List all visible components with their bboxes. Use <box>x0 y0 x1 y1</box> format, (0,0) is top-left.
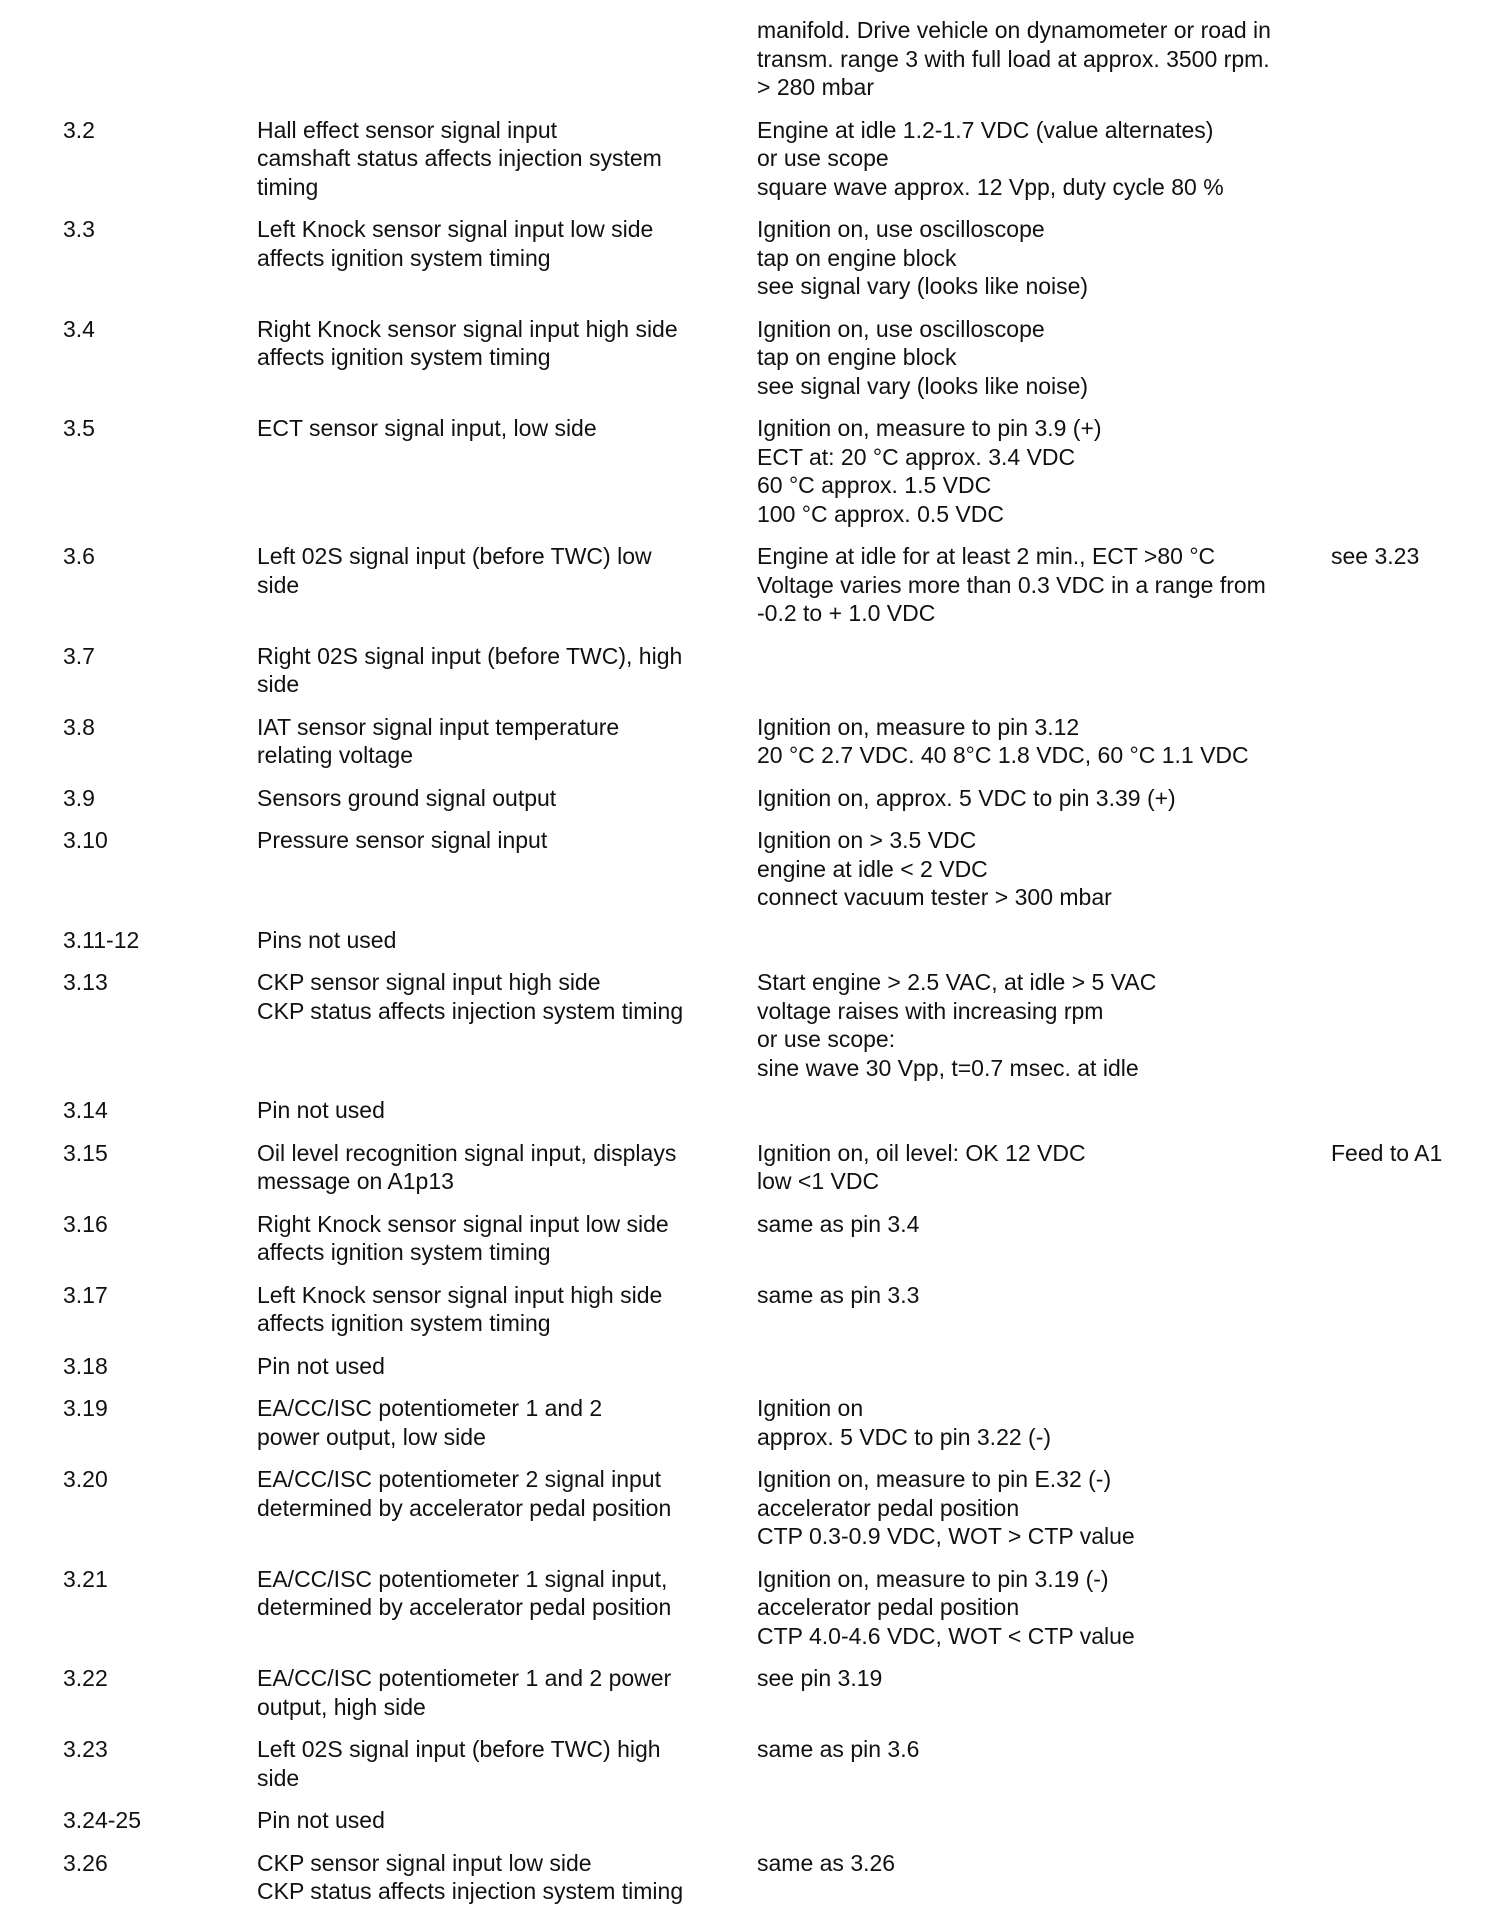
pin-number: 3.26 <box>63 1849 108 1876</box>
test-line: 60 °C approx. 1.5 VDC <box>757 472 992 498</box>
table-row <box>0 1565 1504 1651</box>
description-line: Pin not used <box>257 1352 385 1379</box>
description-line: side <box>257 1764 300 1791</box>
test-line: ECT at: 20 °C approx. 3.4 VDC <box>757 443 1076 470</box>
pin-description <box>257 315 757 372</box>
pin-description <box>257 1565 757 1622</box>
pin-number: 3.19 <box>63 1395 108 1421</box>
description-line: CKP sensor signal input high side <box>257 969 601 995</box>
test-line: low <1 VDC <box>757 1168 880 1194</box>
description-line: IAT sensor signal input temperature <box>257 713 620 740</box>
description-line: affects ignition system timing <box>257 1239 551 1265</box>
description-line: message on A1p13 <box>257 1168 454 1194</box>
pin-description <box>257 1465 757 1522</box>
table-row <box>0 642 1504 699</box>
description-line: EA/CC/ISC potentiometer 2 signal input <box>257 1466 661 1492</box>
test-line: tap on engine block <box>757 344 957 370</box>
description-line: Left 02S signal input (before TWC) low <box>257 543 652 569</box>
description-line: relating voltage <box>257 742 413 768</box>
description-line: side <box>257 671 300 697</box>
test-condition <box>757 1849 1331 1878</box>
description-line: determined by accelerator pedal position <box>257 1594 672 1620</box>
test-line: Voltage varies more than 0.3 VDC in a range from <box>757 571 1266 598</box>
test-line: Ignition on, measure to pin E.32 (-) <box>757 1466 1112 1492</box>
description-line: Pressure sensor signal input <box>257 827 548 853</box>
test-line: same as 3.26 <box>757 1849 896 1876</box>
description-line: Pins not used <box>257 926 397 953</box>
pin-number: 3.17 <box>63 1281 108 1308</box>
pin-description <box>257 1139 757 1196</box>
pin-description <box>257 713 757 770</box>
table-row <box>0 713 1504 770</box>
description-line: affects ignition system timing <box>257 1310 551 1336</box>
pin-description <box>257 1210 757 1267</box>
pin-number: 3.3 <box>63 216 95 242</box>
description-line: EA/CC/ISC potentiometer 1 and 2 power <box>257 1665 672 1691</box>
description-line: CKP status affects injection system timing <box>257 997 684 1024</box>
test-line: tap on engine block <box>757 244 957 271</box>
table-row <box>0 968 1504 1082</box>
test-line: Ignition on > 3.5 VDC <box>757 827 977 853</box>
test-condition <box>757 784 1331 813</box>
pinout-table <box>0 16 1504 1920</box>
description-line: power output, low side <box>257 1423 486 1450</box>
test-line: same as pin 3.3 <box>757 1281 920 1308</box>
test-line: 20 °C 2.7 VDC. 40 8°C 1.8 VDC, 60 °C 1.1 VDC <box>757 742 1249 768</box>
pin-number: 3.23 <box>63 1736 108 1762</box>
table-row <box>0 215 1504 301</box>
test-line: transm. range 3 with full load at approx. 3500 rpm. <box>757 45 1270 72</box>
pin-description <box>257 1096 757 1125</box>
row-note: see 3.23 <box>1331 543 1420 569</box>
pin-description <box>257 1735 757 1792</box>
test-condition <box>757 315 1331 401</box>
pin-description <box>257 116 757 202</box>
test-condition <box>757 1210 1331 1239</box>
test-line: see signal vary (looks like noise) <box>757 273 1089 299</box>
test-line: accelerator pedal position <box>757 1494 1020 1521</box>
pin-number: 3.10 <box>63 827 108 853</box>
table-row <box>0 826 1504 912</box>
pin-description <box>257 215 757 272</box>
pin-description <box>257 542 757 599</box>
table-row <box>0 1664 1504 1721</box>
table-row <box>0 1139 1504 1196</box>
pin-number: 3.11-12 <box>63 926 140 953</box>
description-line: Right Knock sensor signal input low side <box>257 1210 669 1237</box>
pin-number: 3.20 <box>63 1466 108 1492</box>
description-line: CKP sensor signal input low side <box>257 1849 592 1876</box>
table-row <box>0 1735 1504 1792</box>
description-line: output, high side <box>257 1693 426 1720</box>
test-line: see pin 3.19 <box>757 1665 883 1691</box>
row-note: Feed to A1 <box>1331 1139 1443 1166</box>
pin-number: 3.16 <box>63 1210 108 1237</box>
description-line: Hall effect sensor signal input <box>257 116 558 143</box>
test-line: approx. 5 VDC to pin 3.22 (-) <box>757 1423 1052 1450</box>
table-row <box>0 414 1504 528</box>
test-condition <box>757 542 1331 628</box>
description-line: EA/CC/ISC potentiometer 1 signal input, <box>257 1565 668 1592</box>
test-line: Ignition on, use oscilloscope <box>757 216 1045 242</box>
description-line: Right Knock sensor signal input high side <box>257 315 678 342</box>
pin-description <box>257 784 757 813</box>
table-row <box>0 16 1504 102</box>
test-condition <box>757 826 1331 912</box>
description-line: affects ignition system timing <box>257 244 551 271</box>
pin-description <box>257 1352 757 1381</box>
pin-number: 3.18 <box>63 1352 108 1379</box>
pin-description <box>257 926 757 955</box>
description-line: Left Knock sensor signal input low side <box>257 216 654 242</box>
test-line: -0.2 to + 1.0 VDC <box>757 600 936 626</box>
table-row <box>0 1352 1504 1381</box>
test-condition <box>757 1281 1331 1310</box>
table-row <box>0 926 1504 955</box>
table-row <box>0 1849 1504 1906</box>
pin-number: 3.9 <box>63 784 95 811</box>
test-condition <box>757 1394 1331 1451</box>
test-line: see signal vary (looks like noise) <box>757 372 1089 399</box>
table-row <box>0 1210 1504 1267</box>
test-condition <box>757 116 1331 202</box>
pin-description <box>257 1281 757 1338</box>
pin-number: 3.21 <box>63 1565 108 1592</box>
test-line: same as pin 3.6 <box>757 1736 920 1762</box>
pin-description <box>257 1394 757 1451</box>
test-line: connect vacuum tester > 300 mbar <box>757 884 1112 910</box>
pin-description <box>257 1849 757 1906</box>
pin-number: 3.22 <box>63 1665 108 1691</box>
test-condition <box>757 1465 1331 1551</box>
table-row <box>0 542 1504 628</box>
test-line: engine at idle < 2 VDC <box>757 855 988 882</box>
test-line: square wave approx. 12 Vpp, duty cycle 80 % <box>757 173 1224 200</box>
test-line: accelerator pedal position <box>757 1594 1020 1620</box>
pin-number: 3.14 <box>63 1097 108 1123</box>
pin-number: 3.2 <box>63 116 95 143</box>
description-line: camshaft status affects injection system <box>257 145 662 171</box>
table-row <box>0 1806 1504 1835</box>
pin-number: 3.8 <box>63 713 95 740</box>
table-row <box>0 1281 1504 1338</box>
test-line: or use scope: <box>757 1026 896 1052</box>
pin-description <box>257 826 757 855</box>
pin-number: 3.4 <box>63 315 95 342</box>
description-line: affects ignition system timing <box>257 344 551 370</box>
test-line: CTP 0.3-0.9 VDC, WOT > CTP value <box>757 1523 1135 1549</box>
test-condition <box>757 414 1331 528</box>
pin-description <box>257 414 757 443</box>
test-line: CTP 4.0-4.6 VDC, WOT < CTP value <box>757 1622 1135 1649</box>
test-line: Ignition on, measure to pin 3.9 (+) <box>757 415 1102 441</box>
pin-description <box>257 642 757 699</box>
test-condition <box>757 16 1331 102</box>
pin-description <box>257 1664 757 1721</box>
test-line: Ignition on <box>757 1395 864 1421</box>
test-line: Start engine > 2.5 VAC, at idle > 5 VAC <box>757 969 1157 995</box>
test-line: Ignition on, oil level: OK 12 VDC <box>757 1139 1086 1166</box>
test-condition <box>757 713 1331 770</box>
description-line: Sensors ground signal output <box>257 784 557 811</box>
pin-number: 3.7 <box>63 642 95 669</box>
description-line: Right 02S signal input (before TWC), high <box>257 642 683 669</box>
table-row <box>0 1096 1504 1125</box>
test-line: voltage raises with increasing rpm <box>757 997 1104 1024</box>
pin-description <box>257 968 757 1025</box>
description-line: Pin not used <box>257 1807 385 1833</box>
test-line: or use scope <box>757 145 889 171</box>
test-condition <box>757 215 1331 301</box>
test-line: manifold. Drive vehicle on dynamometer or road in <box>757 17 1271 43</box>
test-condition <box>757 1735 1331 1764</box>
test-line: Ignition on, measure to pin 3.19 (-) <box>757 1565 1109 1592</box>
test-line: same as pin 3.4 <box>757 1210 920 1237</box>
description-line: ECT sensor signal input, low side <box>257 415 597 441</box>
test-line: 100 °C approx. 0.5 VDC <box>757 500 1004 527</box>
description-line: CKP status affects injection system timing <box>257 1878 684 1904</box>
table-row <box>0 116 1504 202</box>
test-line: Ignition on, approx. 5 VDC to pin 3.39 (+) <box>757 784 1176 811</box>
test-line: sine wave 30 Vpp, t=0.7 msec. at idle <box>757 1054 1139 1081</box>
test-line: > 280 mbar <box>757 74 874 100</box>
test-condition <box>757 1664 1331 1693</box>
test-condition <box>757 1565 1331 1651</box>
test-line: Engine at idle for at least 2 min., ECT >80 °C <box>757 543 1216 569</box>
test-condition <box>757 1139 1331 1196</box>
pin-number: 3.13 <box>63 969 108 995</box>
description-line: EA/CC/ISC potentiometer 1 and 2 <box>257 1395 603 1421</box>
description-line: Left Knock sensor signal input high side <box>257 1281 663 1308</box>
pin-number: 3.6 <box>63 543 95 569</box>
description-line: Left 02S signal input (before TWC) high <box>257 1736 661 1762</box>
description-line: timing <box>257 173 319 200</box>
description-line: determined by accelerator pedal position <box>257 1494 672 1521</box>
pin-number: 3.24-25 <box>63 1807 142 1833</box>
table-row <box>0 784 1504 813</box>
table-row <box>0 1465 1504 1551</box>
test-line: Ignition on, use oscilloscope <box>757 315 1045 342</box>
table-row <box>0 315 1504 401</box>
description-line: side <box>257 571 300 598</box>
description-line: Pin not used <box>257 1097 385 1123</box>
pin-description <box>257 1806 757 1835</box>
test-line: Ignition on, measure to pin 3.12 <box>757 713 1080 740</box>
table-row <box>0 1394 1504 1451</box>
test-condition <box>757 968 1331 1082</box>
test-line: Engine at idle 1.2-1.7 VDC (value alternates) <box>757 116 1214 143</box>
pin-number: 3.15 <box>63 1139 108 1166</box>
pin-number: 3.5 <box>63 415 95 441</box>
description-line: Oil level recognition signal input, displays <box>257 1139 677 1166</box>
